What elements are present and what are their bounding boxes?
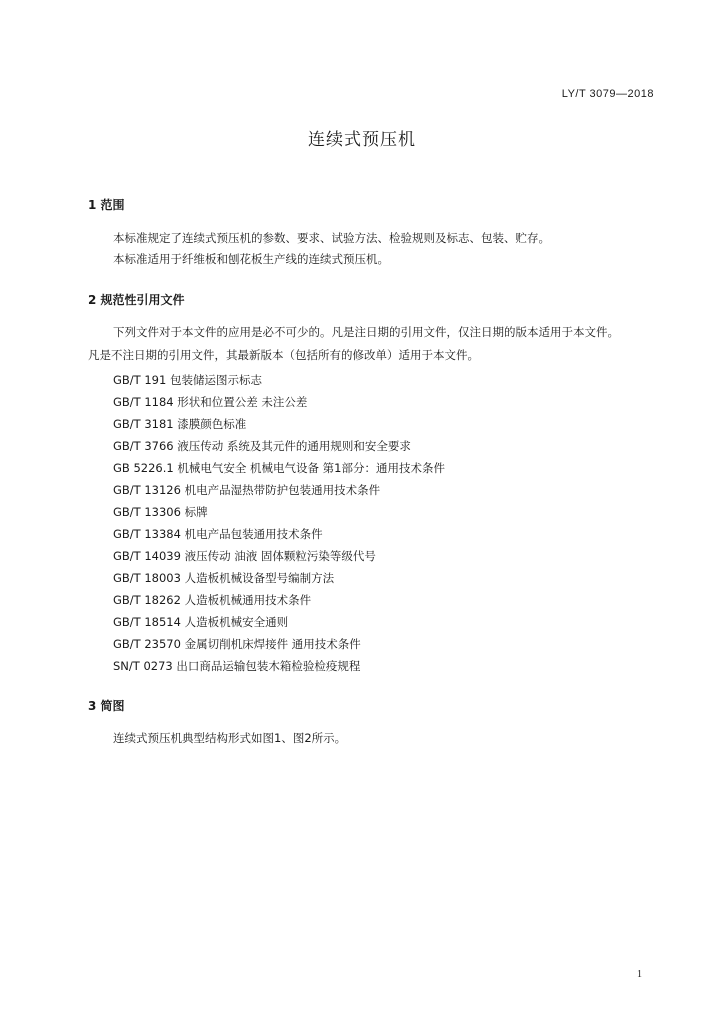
section-heading-diagram: 3 简图 xyxy=(88,699,125,713)
reference-item: GB/T 18003 人造板机械设备型号编制方法 xyxy=(113,571,335,585)
section-heading-scope: 1 范围 xyxy=(88,198,125,212)
standard-code: LY/T 3079—2018 xyxy=(561,88,654,100)
reference-item: GB/T 18262 人造板机械通用技术条件 xyxy=(113,593,312,607)
scope-paragraph-2: 本标准适用于纤维板和刨花板生产线的连续式预压机。 xyxy=(113,252,389,266)
section-heading-normative: 2 规范性引用文件 xyxy=(88,293,185,307)
reference-item: GB/T 23570 金属切削机床焊接件 通用技术条件 xyxy=(113,637,361,651)
diagram-paragraph: 连续式预压机典型结构形式如图1、图2所示。 xyxy=(113,731,347,745)
reference-item: SN/T 0273 出口商品运输包装木箱检验检疫规程 xyxy=(113,659,361,673)
normative-intro-line-2: 凡是不注日期的引用文件，其最新版本（包括所有的修改单）适用于本文件。 xyxy=(88,348,479,362)
reference-item: GB/T 3766 液压传动 系统及其元件的通用规则和安全要求 xyxy=(113,439,411,453)
reference-item: GB/T 13384 机电产品包装通用技术条件 xyxy=(113,527,323,541)
reference-item: GB/T 14039 液压传动 油液 固体颗粒污染等级代号 xyxy=(113,549,376,563)
reference-item: GB/T 13126 机电产品湿热带防护包装通用技术条件 xyxy=(113,483,381,497)
reference-item: GB/T 191 包装储运图示标志 xyxy=(113,373,262,387)
reference-item: GB/T 3181 漆膜颜色标准 xyxy=(113,417,247,431)
reference-item: GB/T 13306 标牌 xyxy=(113,505,208,519)
scope-paragraph-1: 本标准规定了连续式预压机的参数、要求、试验方法、检验规则及标志、包装、贮存。 xyxy=(113,231,550,245)
document-title: 连续式预压机 xyxy=(308,130,416,150)
page-number: 1 xyxy=(637,969,642,980)
normative-intro-line-1: 下列文件对于本文件的应用是必不可少的。凡是注日期的引用文件，仅注日期的版本适用于本文件。 xyxy=(113,325,619,339)
reference-item: GB/T 18514 人造板机械安全通则 xyxy=(113,615,289,629)
reference-item: GB/T 1184 形状和位置公差 未注公差 xyxy=(113,395,308,409)
reference-item: GB 5226.1 机械电气安全 机械电气设备 第1部分：通用技术条件 xyxy=(113,461,445,475)
